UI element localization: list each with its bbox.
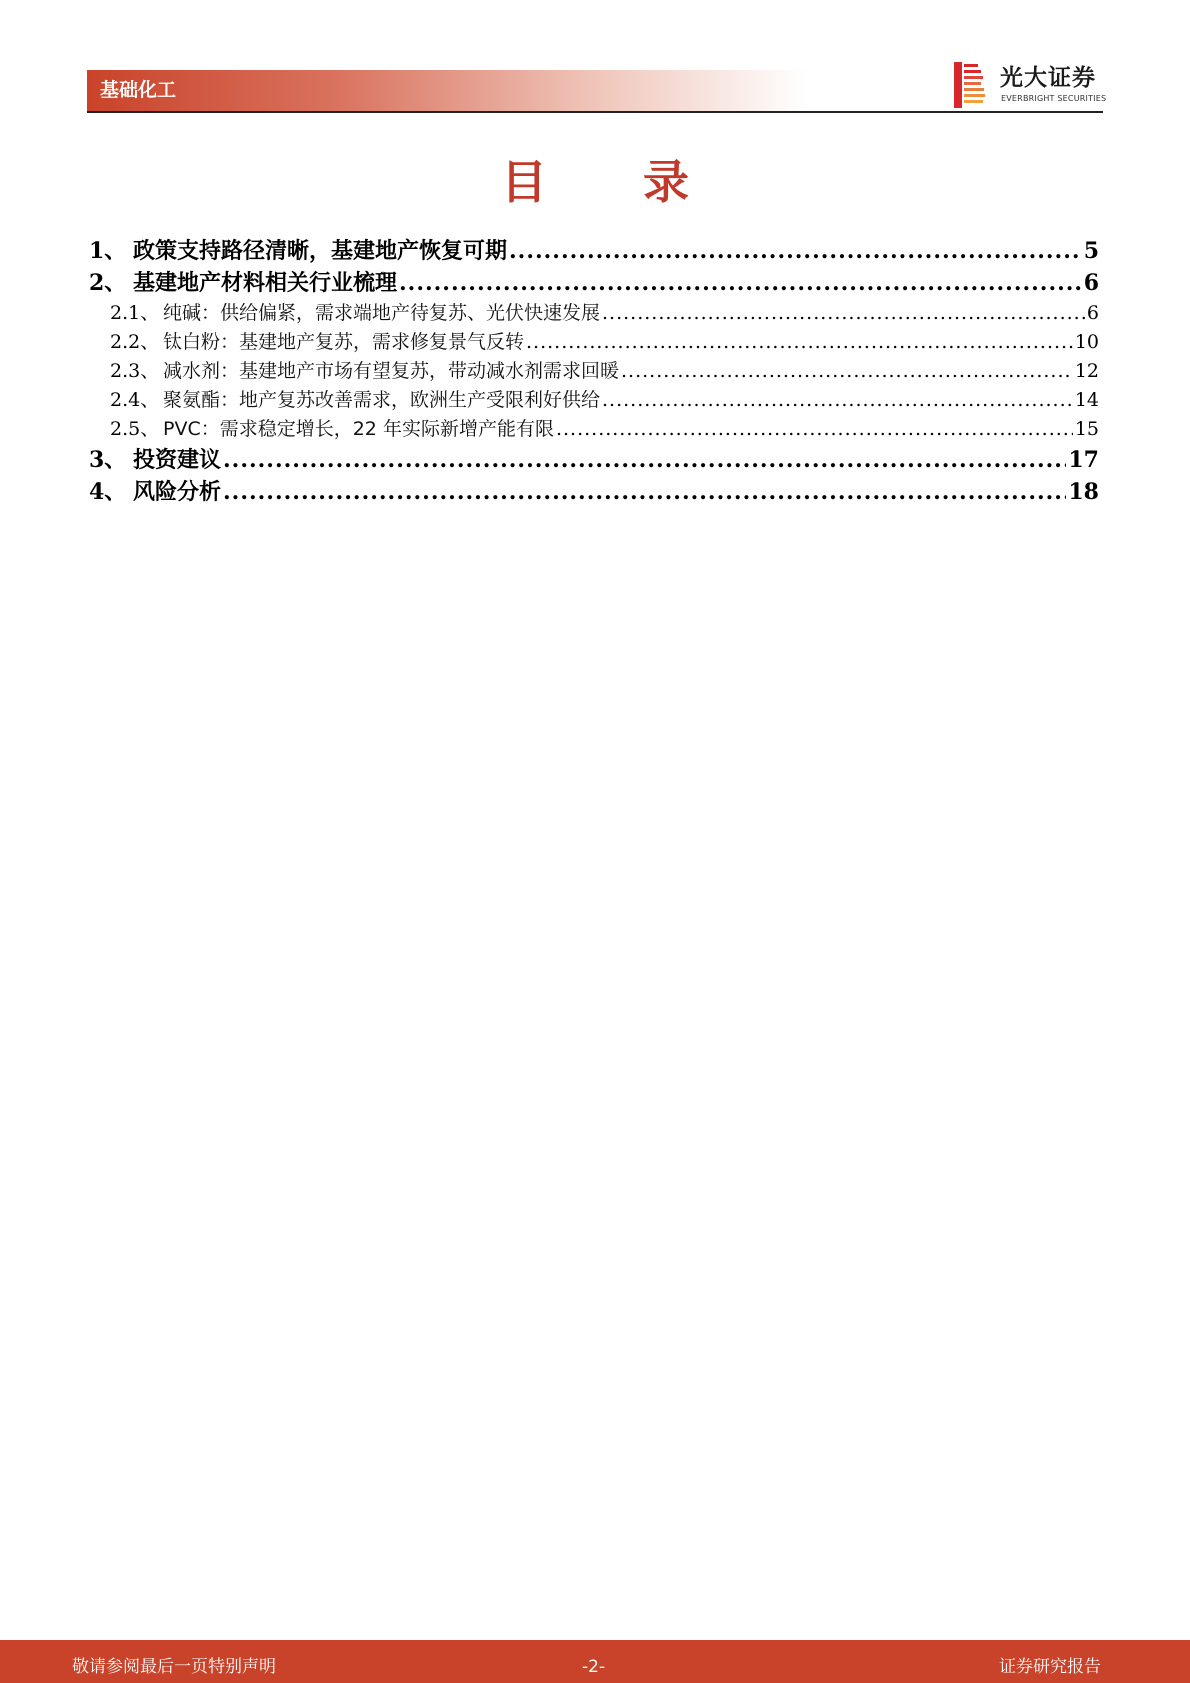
logo-chinese-name: 光大证券 bbox=[1000, 65, 1096, 91]
header-divider bbox=[87, 111, 1103, 113]
toc-entry-number: 4、 bbox=[89, 479, 127, 505]
logo-english-name: EVERBRIGHT SECURITIES bbox=[1001, 94, 1107, 103]
toc-entry-text: 政策支持路径清晰，基建地产恢复可期 bbox=[133, 239, 508, 264]
toc-entry[interactable] bbox=[89, 235, 1099, 267]
toc-entry-number: 2.5、 bbox=[110, 418, 160, 440]
toc-entry-text: PVC：需求稳定增长，22 年实际新增产能有限 bbox=[163, 418, 554, 440]
toc-subentry[interactable] bbox=[89, 415, 1099, 444]
table-of-contents bbox=[89, 235, 1099, 508]
footer-report-type: 证券研究报告 bbox=[999, 1657, 1101, 1677]
toc-leader-dots bbox=[602, 299, 1085, 328]
toc-entry-text: 纯碱：供给偏紧，需求端地产待复苏、光伏快速发展 bbox=[163, 302, 601, 324]
toc-leader-dots bbox=[399, 267, 1082, 299]
toc-entry-text: 聚氨酯：地产复苏改善需求，欧洲生产受限利好供给 bbox=[163, 389, 601, 411]
toc-entry-page: 14 bbox=[1074, 389, 1099, 411]
toc-title: 目 录 bbox=[500, 155, 729, 209]
toc-leader-dots bbox=[223, 476, 1066, 508]
toc-entry-text: 钛白粉：基建地产复苏，需求修复景气反转 bbox=[163, 331, 525, 353]
toc-entry-page: 18 bbox=[1068, 479, 1099, 505]
toc-entry-number: 2.1、 bbox=[110, 302, 160, 324]
toc-leader-dots bbox=[509, 235, 1082, 267]
toc-entry-page: 15 bbox=[1074, 418, 1099, 440]
section-label: 基础化工 bbox=[100, 79, 177, 101]
toc-entry-page: 12 bbox=[1074, 360, 1099, 382]
toc-entry-number: 1、 bbox=[89, 238, 127, 264]
footer-disclaimer: 敬请参阅最后一页特别声明 bbox=[72, 1657, 276, 1677]
toc-leader-dots bbox=[526, 328, 1073, 357]
toc-entry-text: 投资建议 bbox=[133, 448, 222, 473]
toc-entry-number: 2.4、 bbox=[110, 389, 160, 411]
toc-leader-dots bbox=[556, 415, 1073, 444]
toc-entry-page: 5 bbox=[1083, 238, 1099, 264]
toc-subentry[interactable] bbox=[89, 299, 1099, 328]
page-number: -2- bbox=[582, 1657, 606, 1677]
toc-entry-page: 10 bbox=[1074, 331, 1099, 353]
toc-entry-page: 6 bbox=[1086, 302, 1099, 324]
toc-subentry[interactable] bbox=[89, 328, 1099, 357]
toc-entry[interactable] bbox=[89, 267, 1099, 299]
toc-entry-number: 2.2、 bbox=[110, 331, 160, 353]
toc-leader-dots bbox=[223, 444, 1066, 476]
toc-entry-number: 2.3、 bbox=[110, 360, 160, 382]
toc-entry[interactable] bbox=[89, 476, 1099, 508]
toc-leader-dots bbox=[602, 386, 1073, 415]
toc-subentry[interactable] bbox=[89, 386, 1099, 415]
toc-entry-text: 减水剂：基建地产市场有望复苏，带动减水剂需求回暖 bbox=[163, 360, 620, 382]
toc-subentry[interactable] bbox=[89, 357, 1099, 386]
toc-entry[interactable] bbox=[89, 444, 1099, 476]
toc-entry-page: 17 bbox=[1068, 447, 1099, 473]
toc-entry-number: 3、 bbox=[89, 447, 127, 473]
everbright-logo-icon bbox=[954, 62, 986, 108]
toc-entry-text: 风险分析 bbox=[133, 480, 222, 505]
toc-entry-page: 6 bbox=[1083, 270, 1099, 296]
header-band bbox=[87, 70, 807, 111]
toc-entry-text: 基建地产材料相关行业梳理 bbox=[133, 271, 398, 296]
toc-entry-number: 2、 bbox=[89, 270, 127, 296]
toc-leader-dots bbox=[621, 357, 1073, 386]
